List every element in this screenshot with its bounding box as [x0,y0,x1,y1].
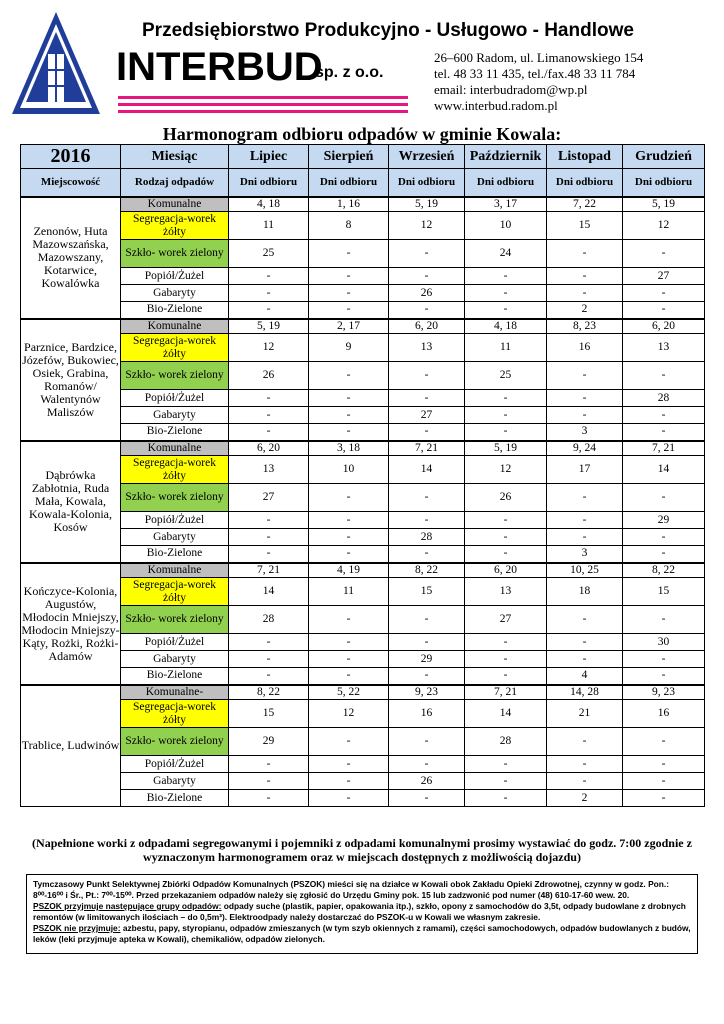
pickup-days-cell: - [623,302,705,319]
pickup-days-cell: 25 [229,240,309,268]
pickup-days-cell: - [465,668,547,685]
pickup-days-cell: - [229,512,309,529]
pickup-days-cell: - [389,512,465,529]
pickup-days-cell: - [465,512,547,529]
pickup-days-cell: - [309,268,389,285]
pickup-days-cell: - [623,668,705,685]
pickup-days-cell: 5, 22 [309,685,389,700]
table-row [21,668,705,685]
table-row [21,563,705,578]
waste-type-cell: Gabaryty [121,407,229,424]
pickup-days-cell: - [623,285,705,302]
pickup-days-cell: 13 [229,456,309,484]
pickup-days-cell: - [465,529,547,546]
pickup-days-cell: 14, 28 [547,685,623,700]
place-cell: Trablice, Ludwinów [21,685,121,807]
pickup-days-cell: - [547,634,623,651]
table-row [21,578,705,606]
pickup-days-cell: - [547,512,623,529]
table-row [21,302,705,319]
pickup-days-cell: - [389,362,465,390]
table-row [21,212,705,240]
month-header-cell: Lipiec [229,145,309,169]
pickup-days-cell: 3, 18 [309,441,389,456]
pickup-days-cell: - [623,728,705,756]
pickup-days-cell: - [309,484,389,512]
pickup-days-cell: - [547,728,623,756]
pickup-days-cell: - [547,240,623,268]
brand-name: INTERBUD [116,45,323,89]
pszok-rejects-text: azbestu, papy, styropianu, odpadów zmieszanych (w tym szyb okiennych z ramami), części samochodowych, odpadów budowlanych z budów, leków (leki przyjmuje apteka w Kowali), chemikaliów, odpadów zielonych. [33,923,691,944]
pickup-days-cell: - [389,668,465,685]
waste-type-cell: Segregacja-worek żółty [121,456,229,484]
pickup-days-cell: - [623,240,705,268]
place-header: Miejscowość [21,169,121,197]
pickup-days-cell: 18 [547,578,623,606]
pickup-days-cell: - [309,285,389,302]
place-cell: Parznice, Bardzice, Józefów, Bukowiec, Osiek, Grabina, Romanów/ Walentynów Maliszów [21,319,121,441]
table-row [21,268,705,285]
pickup-days-cell: - [309,790,389,807]
pickup-days-cell: 4, 19 [309,563,389,578]
table-row [21,390,705,407]
pickup-days-cell: 15 [547,212,623,240]
pickup-days-cell: 21 [547,700,623,728]
pickup-days-cell: 11 [309,578,389,606]
letterhead [20,10,710,122]
pszok-accepts-text: odpady suche (plastik, papier, opakowania itp.), szkło, opony z samochodów do 3,5t, odpady budowlane z drobnych remontów (w limitowanych ilościach – do 0,5m³). Elektroodpady należy dostarczać do PSZOK-u w Kowali we własnym zakresie. [33,901,686,922]
pickup-days-cell: - [309,728,389,756]
table-row [21,651,705,668]
waste-type-cell: Bio-Zielone [121,302,229,319]
pickup-days-cell: - [229,424,309,441]
waste-type-cell: Komunalne [121,319,229,334]
pickup-days-cell: 8 [309,212,389,240]
place-cell: Zenonów, Huta Mazowszańska, Mazowszany, Kotarwice, Kowalówka [21,197,121,319]
pickup-days-cell: - [465,424,547,441]
days-header: Dni odbioru [389,169,465,197]
pickup-days-cell: 10, 25 [547,563,623,578]
pickup-days-cell: 9, 23 [623,685,705,700]
table-row [21,319,705,334]
pickup-days-cell: 6, 20 [623,319,705,334]
pickup-days-cell: - [547,390,623,407]
waste-type-cell: Popiół/Żużel [121,634,229,651]
pickup-days-cell: 8, 23 [547,319,623,334]
pickup-days-cell: 9 [309,334,389,362]
pickup-days-cell: 16 [547,334,623,362]
pickup-days-cell: 11 [465,334,547,362]
pickup-days-cell: 14 [389,456,465,484]
pickup-days-cell: - [309,407,389,424]
pickup-days-cell: 28 [465,728,547,756]
table-row [21,700,705,728]
pickup-days-cell: 6, 20 [229,441,309,456]
pickup-days-cell: 17 [547,456,623,484]
month-header-cell: Sierpień [309,145,389,169]
pickup-days-cell: - [465,546,547,563]
pickup-days-cell: 7, 21 [623,441,705,456]
pickup-days-cell: - [309,302,389,319]
pickup-days-cell: 16 [389,700,465,728]
pickup-days-cell: 4, 18 [465,319,547,334]
pickup-days-cell: - [547,529,623,546]
table-row [21,773,705,790]
pickup-days-cell: - [465,407,547,424]
pickup-days-cell: - [465,634,547,651]
place-cell: Kończyce-Kolonia, Augustów, Młodocin Mniejszy, Młodocin Mniejszy-Kąty, Rożki, Rożki-Adamów [21,563,121,685]
pickup-days-cell: - [389,606,465,634]
table-row [21,606,705,634]
pickup-days-cell: 5, 19 [623,197,705,212]
pickup-days-cell: 28 [623,390,705,407]
pickup-days-cell: 29 [229,728,309,756]
waste-type-cell: Gabaryty [121,773,229,790]
pickup-days-cell: - [229,529,309,546]
pickup-days-cell: - [229,668,309,685]
waste-type-cell: Segregacja-worek żółty [121,334,229,362]
waste-type-cell: Komunalne [121,441,229,456]
pickup-days-cell: 1, 16 [309,197,389,212]
pickup-days-cell: 7, 21 [465,685,547,700]
pickup-days-cell: - [465,756,547,773]
pickup-days-cell: 13 [389,334,465,362]
pickup-days-cell: - [309,756,389,773]
waste-type-cell: Komunalne- [121,685,229,700]
waste-type-cell: Komunalne [121,197,229,212]
pickup-days-cell: - [623,756,705,773]
pickup-days-cell: 4 [547,668,623,685]
brand-suffix: sp. z o.o. [315,64,384,81]
pickup-days-cell: - [623,790,705,807]
pickup-days-cell: - [547,756,623,773]
pickup-days-cell: 4, 18 [229,197,309,212]
pickup-days-cell: - [229,790,309,807]
pickup-days-cell: - [229,546,309,563]
pickup-days-cell: 26 [389,773,465,790]
pickup-days-cell: - [623,424,705,441]
table-row [21,546,705,563]
table-row [21,407,705,424]
waste-type-cell: Popiół/Żużel [121,512,229,529]
pickup-days-cell: - [465,390,547,407]
pickup-days-cell: - [229,407,309,424]
days-header: Dni odbioru [229,169,309,197]
waste-type-cell: Szkło- worek zielony [121,606,229,634]
pickup-days-cell: - [623,484,705,512]
pickup-days-cell: - [309,651,389,668]
pickup-days-cell: 8, 22 [623,563,705,578]
pickup-days-cell: - [547,773,623,790]
waste-type-cell: Szkło- worek zielony [121,362,229,390]
table-row [21,529,705,546]
pickup-days-cell: - [229,390,309,407]
pickup-days-cell: - [389,546,465,563]
days-header: Dni odbioru [309,169,389,197]
pickup-days-cell: - [229,773,309,790]
waste-type-cell: Gabaryty [121,285,229,302]
brand-stripes [118,96,408,117]
table-row [21,484,705,512]
pickup-days-cell: - [309,240,389,268]
website-link[interactable]: www.interbud.radom.pl [434,98,558,113]
company-line: Przedsiębiorstwo Produkcyjno - Usługowo - Handlowe [142,20,634,41]
pickup-days-cell: - [309,424,389,441]
pickup-days-cell: 26 [465,484,547,512]
pickup-days-cell: - [229,285,309,302]
schedule-body [21,197,705,807]
pickup-days-cell: 2 [547,790,623,807]
table-row [21,685,705,700]
pickup-days-cell: - [547,484,623,512]
pickup-days-cell: - [309,390,389,407]
table-row [21,634,705,651]
pickup-days-cell: - [623,546,705,563]
pickup-days-cell: 27 [389,407,465,424]
pickup-days-cell: 10 [309,456,389,484]
pickup-days-cell: 26 [389,285,465,302]
waste-type-cell: Szkło- worek zielony [121,240,229,268]
pickup-days-cell: - [547,362,623,390]
table-row [21,424,705,441]
waste-type-cell: Popiół/Żużel [121,390,229,407]
pickup-days-cell: - [465,773,547,790]
waste-type-cell: Szkło- worek zielony [121,484,229,512]
pickup-days-cell: 11 [229,212,309,240]
pickup-days-cell: - [547,407,623,424]
days-header: Dni odbioru [623,169,705,197]
waste-type-cell: Popiół/Żużel [121,756,229,773]
pickup-days-cell: 2 [547,302,623,319]
table-row [21,728,705,756]
pickup-days-cell: 12 [465,456,547,484]
waste-type-cell: Segregacja-worek żółty [121,212,229,240]
pickup-days-cell: - [623,529,705,546]
pickup-days-cell: - [309,634,389,651]
pickup-days-cell: - [465,268,547,285]
phone: tel. 48 33 11 435, tel./fax.48 33 11 784 [434,66,636,81]
year-cell: 2016 [21,145,121,169]
pickup-days-cell: - [309,668,389,685]
pickup-days-cell: 3 [547,424,623,441]
pickup-days-cell: - [389,484,465,512]
month-header: Miesiąc [121,145,229,169]
pickup-days-cell: 2, 17 [309,319,389,334]
pickup-days-cell: - [389,302,465,319]
month-header-cell: Wrzesień [389,145,465,169]
table-row [21,456,705,484]
pickup-days-cell: 9, 23 [389,685,465,700]
table-row [21,790,705,807]
pickup-days-cell: 14 [465,700,547,728]
pickup-days-cell: - [465,302,547,319]
pickup-days-cell: 25 [465,362,547,390]
pickup-days-cell: - [229,268,309,285]
table-row [21,512,705,529]
table-row [21,197,705,212]
pickup-days-cell: 8, 22 [229,685,309,700]
pickup-days-cell: - [623,651,705,668]
pickup-days-cell: - [309,362,389,390]
pickup-days-cell: 27 [229,484,309,512]
pickup-days-cell: 6, 20 [465,563,547,578]
pickup-days-cell: 28 [389,529,465,546]
days-header: Dni odbioru [547,169,623,197]
month-header-cell: Październik [465,145,547,169]
pickup-days-cell: - [389,634,465,651]
pickup-days-cell: - [389,240,465,268]
pickup-days-cell: - [309,606,389,634]
pszok-info-box [26,874,698,954]
pickup-days-cell: 16 [623,700,705,728]
pickup-days-cell: 3, 17 [465,197,547,212]
pickup-days-cell: 29 [389,651,465,668]
pickup-days-cell: 12 [309,700,389,728]
pickup-days-cell: 28 [229,606,309,634]
waste-type-cell: Bio-Zielone [121,424,229,441]
waste-type-cell: Bio-Zielone [121,546,229,563]
pickup-days-cell: 15 [623,578,705,606]
table-row [21,240,705,268]
pickup-days-cell: - [623,606,705,634]
pickup-days-cell: 12 [229,334,309,362]
pickup-days-cell: 13 [465,578,547,606]
address: 26–600 Radom, ul. Limanowskiego 154 [434,50,644,65]
pickup-days-cell: 7, 22 [547,197,623,212]
pickup-days-cell: - [547,651,623,668]
type-header: Rodzaj odpadów [121,169,229,197]
pickup-days-cell: - [465,285,547,302]
pickup-days-cell: 30 [623,634,705,651]
pszok-intro: Tymczasowy Punkt Selektywnej Zbiórki Odpadów Komunalnych (PSZOK) mieści się na działce w Kowali obok Zakładu Opieki Zdrowotnej, czynny w godz. Pon.: 8⁰⁰-16⁰⁰ i Śr., Pt.: 7⁰⁰-15⁰⁰. Przed przekazaniem odpadów należy się zgłosić do Urzędu Gminy pok. 15 lub zadzwonić pod numer (48) 610-17-60 wew. 20. [33,879,669,900]
pickup-days-cell: - [229,756,309,773]
pickup-days-cell: 12 [623,212,705,240]
pickup-days-cell: 14 [229,578,309,606]
month-header-cell: Listopad [547,145,623,169]
pickup-days-cell: 5, 19 [465,441,547,456]
pickup-days-cell: 29 [623,512,705,529]
pszok-rejects-label: PSZOK nie przyjmuje: [33,923,121,933]
waste-type-cell: Segregacja-worek żółty [121,700,229,728]
interbud-logo-icon [10,10,102,118]
pickup-days-cell: 15 [389,578,465,606]
email-link[interactable]: email: interbudradom@wp.pl [434,82,588,97]
pickup-days-cell: 26 [229,362,309,390]
pickup-days-cell: - [309,512,389,529]
pickup-days-cell: - [547,285,623,302]
pickup-days-cell: - [389,390,465,407]
pszok-accepts-label: PSZOK przyjmuje następujące grupy odpadów: [33,901,222,911]
pickup-days-cell: - [623,362,705,390]
pickup-days-cell: - [389,268,465,285]
pickup-days-cell: 14 [623,456,705,484]
pickup-days-cell: - [309,546,389,563]
pickup-days-cell: - [229,651,309,668]
pickup-days-cell: 13 [623,334,705,362]
schedule-table [20,144,705,807]
table-row [21,334,705,362]
pickup-days-cell: - [229,302,309,319]
pickup-days-cell: - [389,424,465,441]
place-cell: Dąbrówka Zabłotnia, Ruda Mała, Kowala, Kowala-Kolonia, Kosów [21,441,121,563]
days-header: Dni odbioru [465,169,547,197]
pickup-days-cell: - [309,529,389,546]
pickup-days-cell: - [623,773,705,790]
waste-type-cell: Gabaryty [121,529,229,546]
pickup-days-cell: 27 [623,268,705,285]
pickup-days-cell: 6, 20 [389,319,465,334]
pickup-days-cell: 9, 24 [547,441,623,456]
pickup-days-cell: 5, 19 [229,319,309,334]
pickup-days-cell: - [623,407,705,424]
waste-type-cell: Popiół/Żużel [121,268,229,285]
waste-type-cell: Komunalne [121,563,229,578]
pickup-days-cell: 12 [389,212,465,240]
pickup-days-cell: - [389,728,465,756]
pickup-days-cell: - [229,634,309,651]
pickup-days-cell: 27 [465,606,547,634]
waste-type-cell: Bio-Zielone [121,790,229,807]
waste-type-cell: Gabaryty [121,651,229,668]
waste-type-cell: Segregacja-worek żółty [121,578,229,606]
pickup-days-cell: - [465,790,547,807]
waste-type-cell: Szkło- worek zielony [121,728,229,756]
pickup-days-cell: 7, 21 [229,563,309,578]
pickup-days-cell: 5, 19 [389,197,465,212]
collection-note: (Napełnione worki z odpadami segregowanymi i pojemniki z odpadami komunalnymi prosimy wystawiać do godz. 7:00 zgodnie z wyznaczonym harmonogramem oraz w miejscach dostępnych z możliwością dojazdu) [32,836,692,864]
contact-block [434,50,643,114]
pickup-days-cell: 24 [465,240,547,268]
pickup-days-cell: - [389,756,465,773]
pickup-days-cell: 15 [229,700,309,728]
table-row [21,441,705,456]
pickup-days-cell: - [389,790,465,807]
pickup-days-cell: - [309,773,389,790]
pickup-days-cell: - [547,606,623,634]
page-title: Harmonogram odbioru odpadów w gminie Kowala: [162,124,562,144]
pickup-days-cell: 7, 21 [389,441,465,456]
pickup-days-cell: - [547,268,623,285]
month-header-cell: Grudzień [623,145,705,169]
table-row [21,362,705,390]
pickup-days-cell: 3 [547,546,623,563]
table-row [21,285,705,302]
pickup-days-cell: - [465,651,547,668]
waste-type-cell: Bio-Zielone [121,668,229,685]
pickup-days-cell: 8, 22 [389,563,465,578]
pickup-days-cell: 10 [465,212,547,240]
table-row [21,756,705,773]
